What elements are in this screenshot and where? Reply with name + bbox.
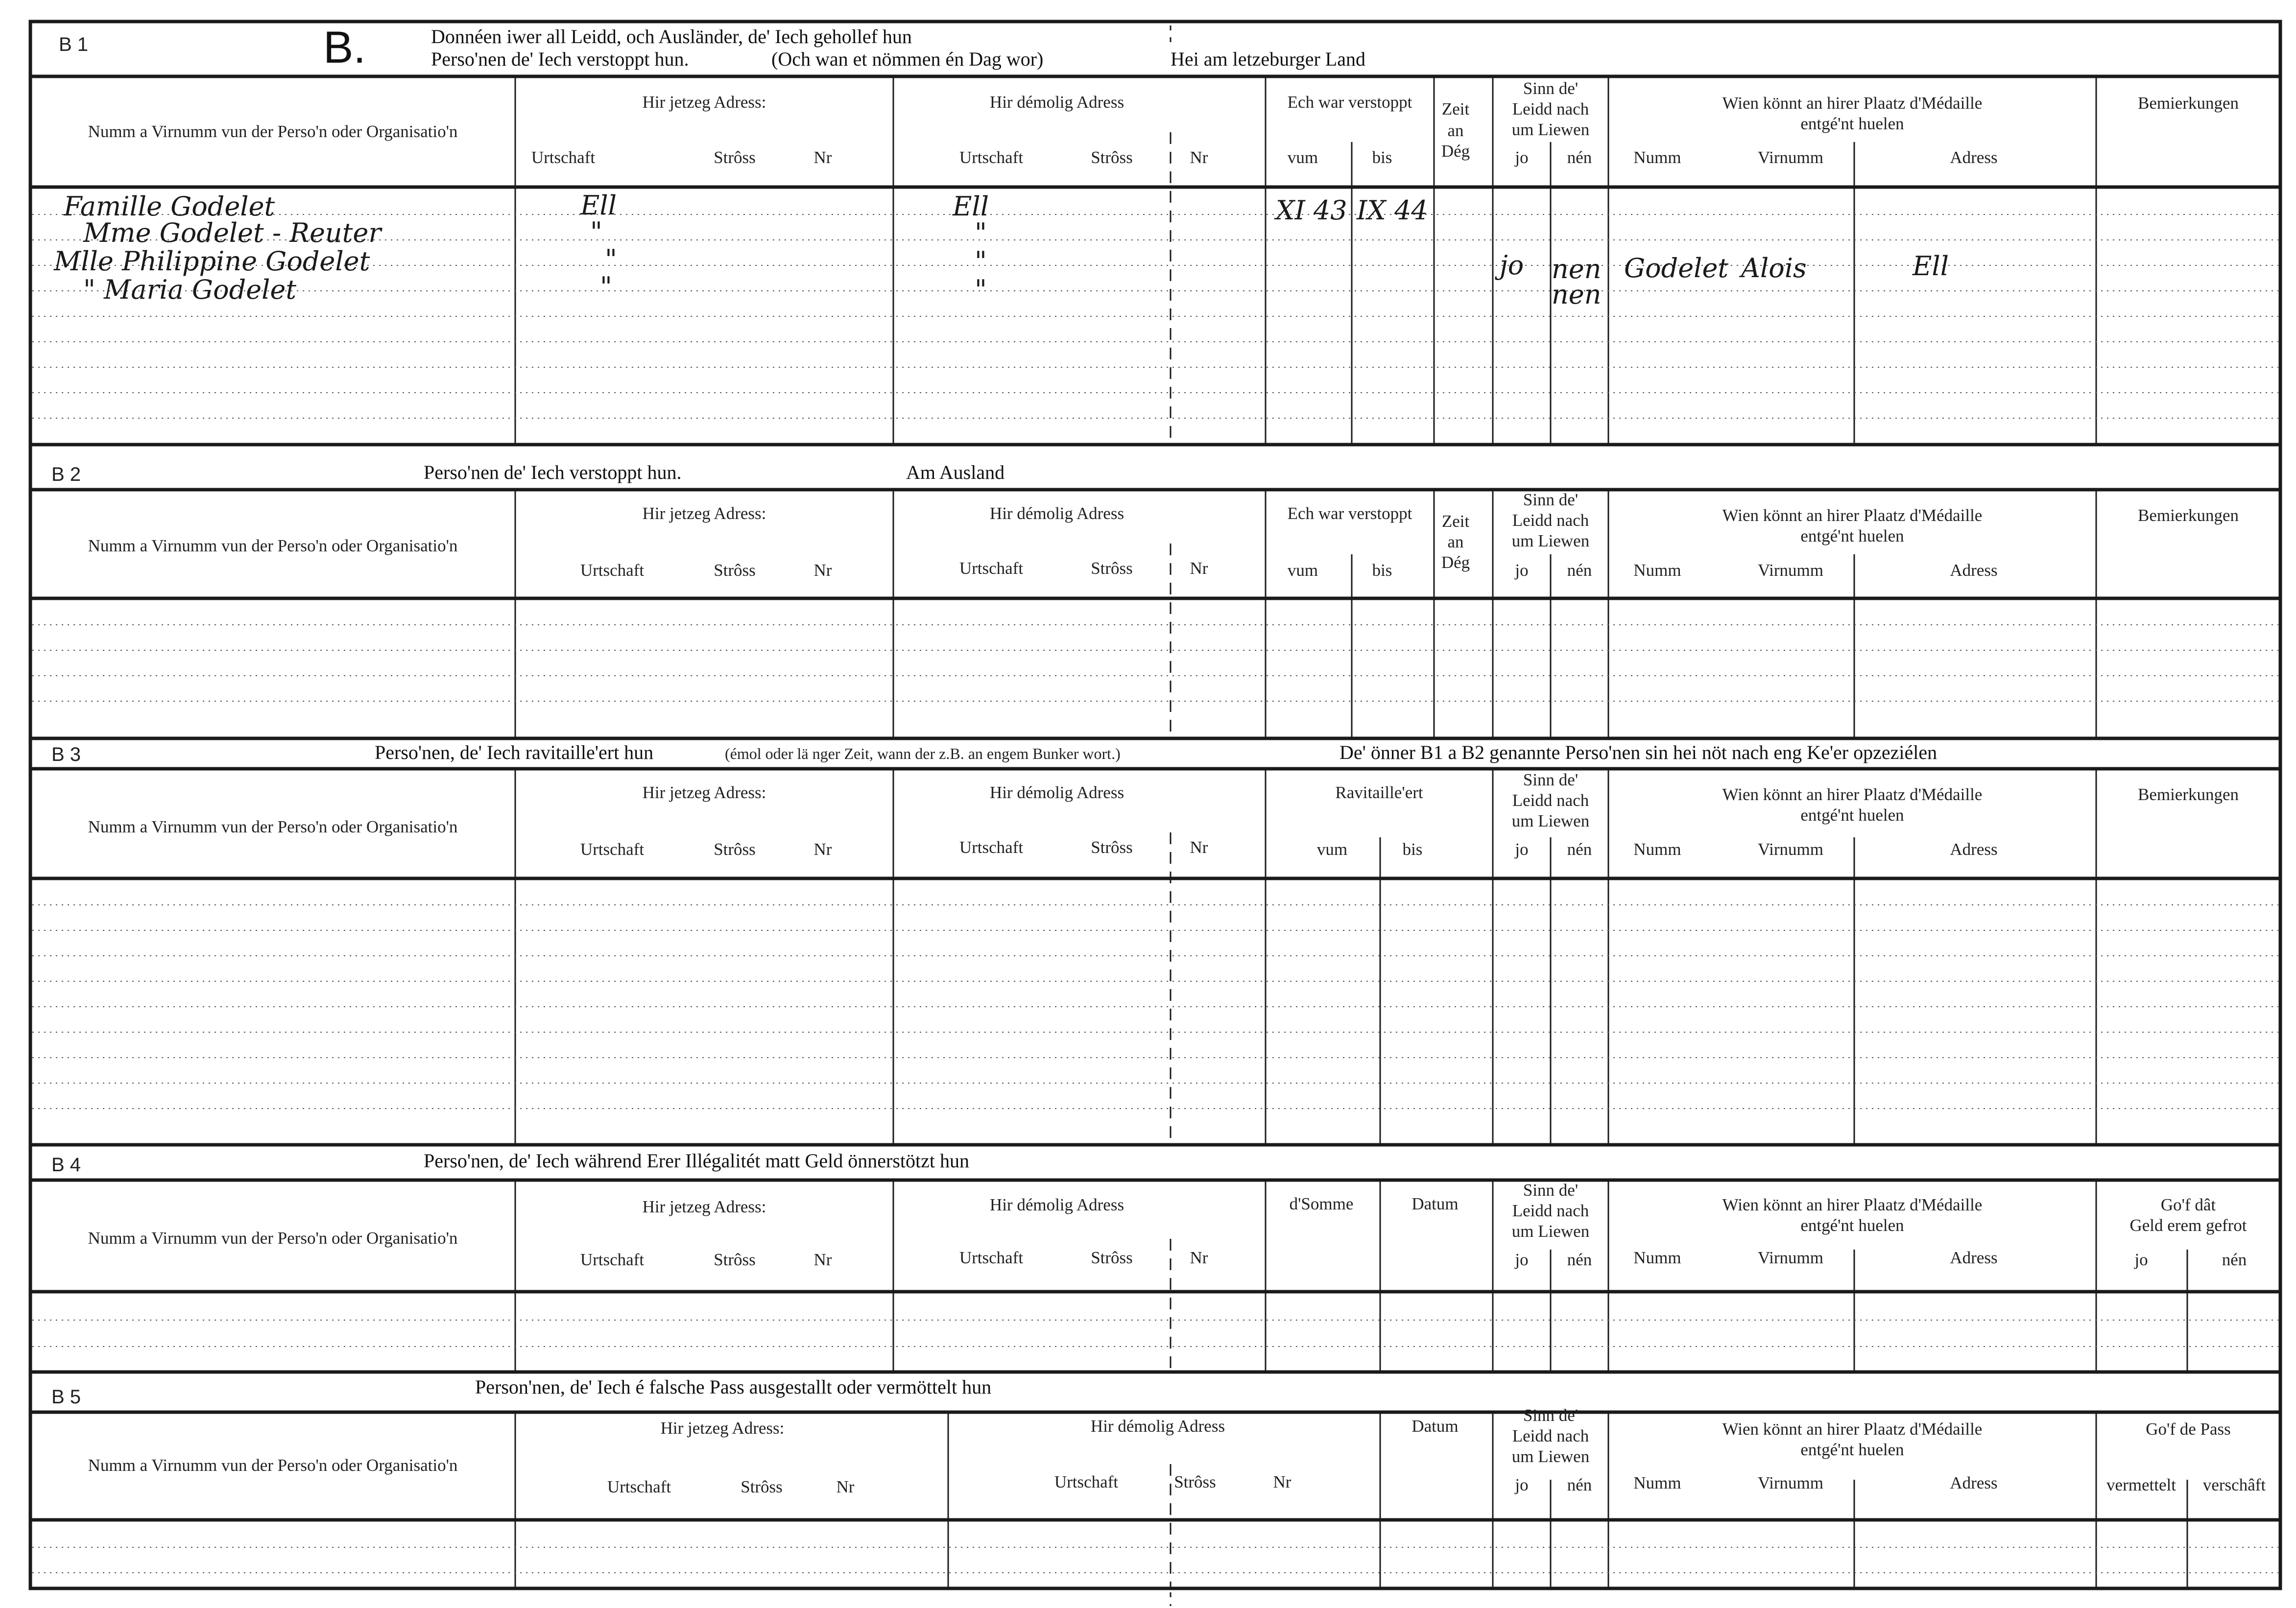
b5-col-medal-2: entgé'nt huelen: [1800, 1440, 1904, 1459]
col-former-stross: Strôss: [1091, 148, 1133, 167]
b4-col-alive-2: Leidd nach: [1512, 1201, 1589, 1220]
b3-col-medal-virnumm: Virnumm: [1757, 840, 1824, 859]
b4-money-given-1: Go'f dât: [2160, 1195, 2216, 1214]
b2-col-urtschaft: Urtschaft: [580, 561, 645, 580]
col-former-nr: Nr: [1190, 148, 1208, 167]
b2-col-medal-virnumm: Virnumm: [1757, 561, 1824, 580]
b4-col-jo: jo: [1515, 1250, 1529, 1269]
col-alive-2: Leidd nach: [1512, 99, 1589, 118]
section-b3-title: Perso'nen, de' Iech ravitaille'ert hun: [375, 741, 654, 763]
b3-col-urtschaft: Urtschaft: [580, 840, 645, 859]
section-b4-header-labels: [88, 1181, 2247, 1269]
entry-1-former-town: Ell: [953, 191, 989, 222]
b1-entries: [53, 190, 1949, 310]
b5-col-nen: nén: [1567, 1475, 1592, 1494]
section-b2-where: Am Ausland: [906, 461, 1005, 483]
entry-1-hidden-to: IX 44: [1357, 195, 1428, 226]
b4-col-alive-3: um Liewen: [1511, 1222, 1590, 1241]
b4-col-nen: nén: [1567, 1250, 1592, 1269]
b4-col-alive-1: Sinn de': [1523, 1181, 1578, 1200]
col-alive-3: um Liewen: [1511, 120, 1590, 139]
entry-4-alive-no: nen: [1552, 279, 1602, 310]
entry-4-current-town: ": [600, 271, 612, 302]
col-medal-adress: Adress: [1950, 148, 1998, 167]
b2-col-bis: bis: [1372, 561, 1392, 580]
b2-col-alive-3: um Liewen: [1511, 531, 1590, 550]
b5-col-medal-numm: Numm: [1633, 1473, 1681, 1492]
b2-col-nr: Nr: [813, 561, 832, 580]
col-zeit: Zeit: [1441, 99, 1470, 118]
col-jo: jo: [1515, 148, 1529, 167]
b4-col-medal-virnumm: Virnumm: [1757, 1248, 1824, 1267]
section-b3: [30, 741, 2280, 1145]
b2-col-stross: Strôss: [714, 561, 756, 580]
b3-col-vum: vum: [1316, 840, 1348, 859]
col-remarks: Bemierkungen: [2137, 94, 2239, 113]
b5-col-medal-1: Wien könnt an hirer Plaatz d'Médaille: [1722, 1419, 1983, 1439]
section-b1-code: B 1: [59, 34, 89, 55]
entry-4-former-town: ": [975, 274, 987, 305]
section-b1: [30, 23, 2280, 445]
b3-col-medal-2: entgé'nt huelen: [1800, 805, 1904, 825]
b2-col-jo: jo: [1515, 561, 1529, 580]
b3-col-nen: nén: [1567, 840, 1592, 859]
b2-former-address-header: Hir démolig Adress: [989, 504, 1124, 523]
section-b1-title-paren: (Och wan et nömmen én Dag wor): [771, 48, 1044, 70]
col-zeit-an: an: [1447, 121, 1464, 140]
b5-col-jo: jo: [1515, 1475, 1529, 1494]
b5-name-header: Numm a Virnumm vun der Perso'n oder Organisatio'n: [88, 1456, 458, 1475]
b2-col-medal-2: entgé'nt huelen: [1800, 526, 1904, 545]
b4-col-former-stross: Strôss: [1091, 1248, 1133, 1267]
b2-col-alive-2: Leidd nach: [1512, 511, 1589, 530]
b3-col-medal-numm: Numm: [1633, 840, 1681, 859]
b3-col-alive-3: um Liewen: [1511, 811, 1590, 830]
entry-1-hidden-from: XI 43: [1276, 195, 1347, 226]
b4-col-jo: jo: [2134, 1250, 2148, 1269]
b4-money-given-2: Geld erem gefrot: [2129, 1216, 2247, 1235]
section-b5-title: Person'nen, de' Iech é falsche Pass ausgestallt oder vermöttelt hun: [475, 1376, 992, 1398]
b2-col-former-nr: Nr: [1190, 559, 1208, 578]
b2-col-former-urtschaft: Urtschaft: [959, 559, 1024, 578]
b3-col-former-stross: Strôss: [1091, 838, 1133, 857]
col-stross: Strôss: [714, 148, 756, 167]
col-alive-1: Sinn de': [1523, 79, 1578, 98]
b4-col-nen: nén: [2222, 1250, 2247, 1269]
medal-recipient-address: Ell: [1913, 251, 1949, 282]
entry-4-name: " Maria Godelet: [83, 274, 297, 305]
b3-col-medal-1: Wien könnt an hirer Plaatz d'Médaille: [1722, 785, 1983, 804]
current-address-header: Hir jetzeg Adress:: [642, 93, 766, 112]
section-b3-header-labels: [88, 770, 2239, 859]
entry-3-name: Mlle Philippine Godelet: [54, 246, 370, 277]
b4-former-address-header: Hir démolig Adress: [989, 1195, 1124, 1214]
b4-name-header: Numm a Virnumm vun der Perso'n oder Organisatio'n: [88, 1229, 458, 1248]
b4-col-former-nr: Nr: [1190, 1248, 1208, 1267]
b3-current-address-header: Hir jetzeg Adress:: [642, 783, 766, 802]
b4-col-nr: Nr: [813, 1250, 832, 1269]
b4-col-medal-adress: Adress: [1950, 1248, 1998, 1267]
col-medal-2: entgé'nt huelen: [1800, 114, 1904, 133]
b5-col-alive-3: um Liewen: [1511, 1447, 1590, 1466]
col-zeit-deg: Dég: [1441, 142, 1470, 161]
b5-col-former-stross: Strôss: [1174, 1472, 1216, 1491]
b2-current-address-header: Hir jetzeg Adress:: [642, 504, 766, 523]
col-nen: nén: [1567, 148, 1592, 167]
medal-recipient-first-name: Alois: [1741, 253, 1807, 284]
b3-supplied-header: Ravitaille'ert: [1335, 783, 1423, 802]
b5-former-address-header: Hir démolig Adress: [1090, 1417, 1225, 1436]
b3-col-stross: Strôss: [714, 840, 756, 859]
entry-2-current-town: ": [590, 216, 602, 247]
b5-date-header: Datum: [1411, 1417, 1459, 1436]
former-address-header: Hir démolig Adress: [989, 93, 1124, 112]
section-b5: [30, 1376, 2280, 1588]
b5-col-vermettelt: vermettelt: [2106, 1475, 2176, 1494]
b5-col-alive-2: Leidd nach: [1512, 1426, 1589, 1445]
col-vum: vum: [1287, 148, 1318, 167]
col-urtschaft: Urtschaft: [531, 148, 596, 167]
b4-col-medal-2: entgé'nt huelen: [1800, 1216, 1904, 1235]
b5-col-urtschaft: Urtschaft: [607, 1477, 671, 1496]
col-medal-numm: Numm: [1633, 148, 1681, 167]
entry-3-alive-yes: jo: [1500, 250, 1524, 281]
section-b2: [30, 461, 2280, 738]
b5-current-address-header: Hir jetzeg Adress:: [660, 1419, 785, 1438]
b4-col-urtschaft: Urtschaft: [580, 1250, 645, 1269]
col-medal-virnumm: Virnumm: [1757, 148, 1824, 167]
b5-col-former-nr: Nr: [1273, 1472, 1292, 1491]
section-b5-code: B 5: [51, 1386, 81, 1408]
section-b4-code: B 4: [51, 1154, 81, 1176]
entry-3-current-town: ": [605, 244, 617, 275]
b5-col-former-urtschaft: Urtschaft: [1054, 1472, 1119, 1491]
entry-2-name: Mme Godelet - Reuter: [83, 217, 382, 248]
b2-col-vum: vum: [1287, 561, 1318, 580]
b2-col-zeit: Zeit: [1441, 512, 1470, 531]
b5-col-nr: Nr: [836, 1477, 855, 1496]
b2-name-header: Numm a Virnumm vun der Perso'n oder Organisatio'n: [88, 536, 458, 555]
b2-col-medal-1: Wien könnt an hirer Plaatz d'Médaille: [1722, 506, 1983, 525]
b4-sum-header: d'Somme: [1289, 1194, 1354, 1213]
medal-recipient-name: Godelet: [1624, 253, 1729, 284]
b3-former-address-header: Hir démolig Adress: [989, 783, 1124, 802]
b2-col-medal-adress: Adress: [1950, 561, 1998, 580]
entry-1-current-town: Ell: [580, 190, 617, 221]
b3-col-former-nr: Nr: [1190, 838, 1208, 857]
section-b2-header-labels: [88, 490, 2239, 580]
b2-col-zeit-an: an: [1447, 532, 1464, 551]
col-medal-1: Wien könnt an hirer Plaatz d'Médaille: [1722, 94, 1983, 113]
b2-col-remarks: Bemierkungen: [2137, 506, 2239, 525]
entry-3-former-town: ": [975, 246, 987, 277]
section-b1-header-labels: [88, 79, 2239, 167]
b3-col-bis: bis: [1402, 840, 1423, 859]
b2-col-former-stross: Strôss: [1091, 559, 1133, 578]
b3-col-nr: Nr: [813, 840, 832, 859]
name-column-header: Numm a Virnumm vun der Perso'n oder Organisatio'n: [88, 122, 458, 141]
col-bis: bis: [1372, 148, 1392, 167]
b4-col-stross: Strôss: [714, 1250, 756, 1269]
b5-col-medal-virnumm: Virnumm: [1757, 1473, 1824, 1492]
section-b3-note: De' önner B1 a B2 genannte Perso'nen sin hei nöt nach eng Ke'er opzeziélen: [1339, 741, 1937, 763]
b4-col-former-urtschaft: Urtschaft: [959, 1248, 1024, 1267]
hidden-header: Ech war verstoppt: [1287, 93, 1412, 112]
b3-col-alive-1: Sinn de': [1523, 770, 1578, 789]
section-b2-code: B 2: [51, 464, 81, 485]
b2-hidden-header: Ech war verstoppt: [1287, 504, 1412, 523]
entry-2-former-town: ": [975, 217, 987, 248]
b4-col-medal-1: Wien könnt an hirer Plaatz d'Médaille: [1722, 1195, 1983, 1214]
b5-pass-given: Go'f de Pass: [2146, 1419, 2231, 1439]
b3-col-medal-adress: Adress: [1950, 840, 1998, 859]
b3-col-jo: jo: [1515, 840, 1529, 859]
b5-col-medal-adress: Adress: [1950, 1473, 1998, 1492]
section-b5-header-labels: [88, 1406, 2266, 1496]
section-b4: [30, 1150, 2280, 1372]
b5-col-verschaft: verschâft: [2202, 1475, 2266, 1494]
entry-1-name: Famille Godelet: [64, 191, 275, 222]
section-b3-paren: (émol oder lä nger Zeit, wann der z.B. an engem Bunker wort.): [725, 745, 1121, 762]
b3-col-remarks: Bemierkungen: [2137, 785, 2239, 804]
section-b1-letter: B.: [323, 23, 366, 72]
b2-col-alive-1: Sinn de': [1523, 490, 1578, 509]
section-b1-title-line2: Perso'nen de' Iech verstoppt hun.: [431, 48, 689, 70]
b4-date-header: Datum: [1411, 1194, 1459, 1213]
entry-3-alive-no: nen: [1552, 254, 1602, 284]
b4-current-address-header: Hir jetzeg Adress:: [642, 1197, 766, 1216]
b3-col-alive-2: Leidd nach: [1512, 791, 1589, 810]
col-nr: Nr: [813, 148, 832, 167]
section-b2-title: Perso'nen de' Iech verstoppt hun.: [424, 461, 682, 483]
b2-col-nen: nén: [1567, 561, 1592, 580]
b5-col-alive-1: Sinn de': [1523, 1406, 1578, 1425]
col-former-urtschaft: Urtschaft: [959, 148, 1024, 167]
section-b4-title: Perso'nen, de' Iech während Erer Illégalitét matt Geld önnerstötzt hun: [424, 1150, 970, 1172]
section-b1-title-line1: Donnéen iwer all Leidd, och Ausländer, de' Iech gehollef hun: [431, 25, 912, 47]
b2-col-zeit-deg: Dég: [1441, 553, 1470, 572]
b5-col-stross: Strôss: [741, 1477, 783, 1496]
b2-col-medal-numm: Numm: [1633, 561, 1681, 580]
b4-col-medal-numm: Numm: [1633, 1248, 1681, 1267]
b3-col-former-urtschaft: Urtschaft: [959, 838, 1024, 857]
section-b1-title-land: Hei am letzeburger Land: [1171, 48, 1365, 70]
b3-name-header: Numm a Virnumm vun der Perso'n oder Organisatio'n: [88, 817, 458, 836]
section-b3-code: B 3: [51, 744, 81, 765]
